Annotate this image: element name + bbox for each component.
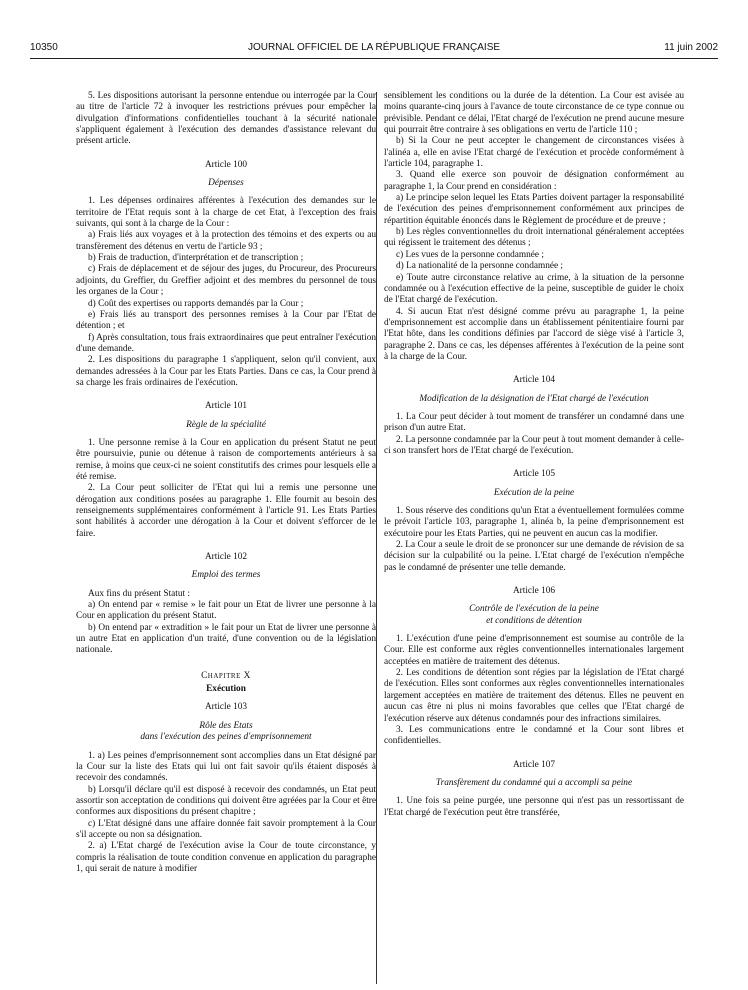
paragraph: Aux fins du présent Statut : [88,588,190,599]
paragraph: b) Les règles conventionnelles du droit international généralement acceptées qui régissent le traitement des détenus ; [384,227,684,249]
paragraph: c) L'Etat désigné dans une affaire donnée fait savoir promptement à la Cour s'il accepte ou non sa désignation. [76,818,376,840]
paragraph: 5. Les dispositions autorisant la personne entendue ou interrogée par la Cour au titre de l'article 72 à invoquer les restrictions prévues pour empêcher la divulgation d'informations confidentielles touchant à la sécurité nationale s'appliquent également à l'exécution des demandes d'assistance relevant du présent article. [76,91,376,147]
paragraph: f) Après consultation, tous frais extraordinaires que peut entraîner l'exécution d'une demande. [76,332,376,354]
paragraph: c) Frais de déplacement et de séjour des juges, du Procureur, des Procureurs adjoints, du Greffier, du Greffier adjoint et des membres du personnel de tous les organes de la Cour ; [76,264,376,298]
article-heading: Article 101 [204,401,248,412]
page-number: 10350 [30,42,58,53]
paragraph: a) On entend par « remise » le fait pour un Etat de livrer une personne à la Cour en application du présent Statut. [76,600,376,622]
paragraph: b) Lorsqu'il déclare qu'il est disposé à recevoir des condamnés, un Etat peut assortir son acceptation de conditions qui doivent être agréées par la Cour et être conformes aux dispositions du présent chapitre ; [76,784,376,818]
paragraph: a) Le principe selon lequel les Etats Parties doivent partager la responsabilité de l'exécution des peines d'emprisonnement conformément aux principes de répartition équitable énoncés dans le Règlement de procédure et de preuve ; [384,193,684,226]
paragraph: 2. La personne condamnée par la Cour peut à tout moment demander à celle-ci son transfert hors de l'Etat chargé de l'exécution. [384,434,684,456]
paragraph: e) Frais liés au transport des personnes remises à la Cour par l'Etat de détention ; et [76,309,376,332]
right-column [384,91,684,819]
article-title-line2: dans l'exécution des peines d'emprisonnement [140,732,312,743]
page-header [30,40,718,59]
paragraph: sensiblement les conditions ou la durée de la détention. La Cour est avisée au moins quarante-cinq jours à l'avance de toute circonstance de ce type connue ou prévisible. Pendant ce délai, l'Etat chargé de l'exécution ne prend aucune mesure qui pourrait être contraire à ses obligations en vertu de l'article 110 ; [384,91,684,136]
paragraph: d) Coût des expertises ou rapports demandés par la Cour ; [88,298,304,309]
paragraph: 1. Une fois sa peine purgée, une personne qui n'est pas un ressortissant de l'Etat chargé de l'exécution peut être transférée, [384,796,684,818]
paragraph: 3. Les communications entre le condamné et la Cour sont libres et confidentielles. [384,724,684,747]
paragraph: 1. Les dépenses ordinaires afférentes à l'exécution des demandes sur le territoire de l'Etat requis sont à la charge de cet Etat, à l'exception des frais suivants, qui sont à la charge de la Cour : [76,196,376,230]
article-title: Exécution de la peine [493,487,575,498]
article-title: Emploi des termes [191,570,261,581]
paragraph: 1. Sous réserve des conditions qu'un Etat a éventuellement formulées comme le prévoit l'article 103, paragraphe 1, alinéa b, la peine d'emprisonnement est exécutoire pour les Etats Parties, qui ne peuvent en aucun cas la modifier. [384,506,684,539]
paragraph: e) Toute autre circonstance relative au crime, à la situation de la personne condamnée ou à l'exécution effective de la peine, susceptible de guider le choix de l'Etat chargé de l'exécution. [384,272,684,306]
paragraph: 1. a) Les peines d'emprisonnement sont accomplies dans un Etat désigné par la Cour sur la liste des Etats qui lui ont fait savoir qu'ils étaient disposés à recevoir des condamnés. [76,750,376,784]
article-heading: Article 105 [512,469,556,480]
left-column [76,91,376,875]
chapter-title: Exécution [206,684,246,695]
article-heading: Article 103 [204,702,248,713]
paragraph: 2. La Cour peut solliciter de l'Etat qui lui a remis une personne une dérogation aux conditions posées au paragraphe 1. Elle fournit au besoin des renseignements supplémentaires conformément à l'article 91. Les Etats Parties sont habilités à accorder une dérogation à la Cour et doivent s'efforcer de le faire. [76,483,376,539]
article-heading: Article 100 [204,159,248,170]
article-heading: Article 107 [512,759,556,770]
chapter-heading: Chapitre X [201,670,251,681]
paragraph: a) Frais liés aux voyages et à la protection des témoins et des experts ou au transfèrement des détenus en vertu de l'article 93 ; [76,230,376,252]
issue-date: 11 juin 2002 [664,42,718,53]
paragraph: 1. Une personne remise à la Cour en application du présent Statut ne peut être poursuivie, punie ou détenue à raison de comportements antérieurs à sa remise, à moins que ceux-ci ne soient constitutifs des crimes pour lesquels elle a été remise. [76,437,376,482]
article-title: Dépenses [208,178,244,189]
paragraph: 4. Si aucun Etat n'est désigné comme prévu au paragraphe 1, la peine d'emprisonnement est accomplie dans un établissement pénitentiaire fourni par l'Etat hôte, dans les conditions définies par l'accord de siège visé à l'article 3, paragraphe 2. Dans ce cas, les dépenses afférentes à l'exécution de la peine sont à la charge de la Cour. [384,306,684,362]
paragraph: b) On entend par « extradition » le fait pour un Etat de livrer une personne à un autre Etat en application d'un traité, d'une convention ou de la législation nationale. [76,622,376,656]
paragraph: 2. Les dispositions du paragraphe 1 s'appliquent, selon qu'il convient, aux demandes adressées à la Cour par les Etats Parties. Dans ce cas, la Cour prend à sa charge les frais ordinaires de l'exécution. [76,355,376,388]
paragraph: 2. a) L'Etat chargé de l'exécution avise la Cour de toute circonstance, y compris la réalisation de toute condition convenue en application du paragraphe 1, qui serait de nature à modifier [76,841,376,874]
article-title: Transfèrement du condamné qui a accompli sa peine [435,777,633,788]
paragraph: d) La nationalité de la personne condamnée ; [396,261,564,272]
article-title: Rôle des Etats [199,720,253,731]
article-heading: Article 102 [204,552,248,563]
article-title: Règle de la spécialité [186,419,266,430]
article-title-line2: et conditions de détention [486,615,582,626]
paragraph: c) Les vues de la personne condamnée ; [396,249,544,260]
article-title: Contrôle de l'exécution de la peine [469,604,599,615]
article-title: Modification de la désignation de l'Etat chargé de l'exécution [419,393,649,404]
paragraph: 1. La Cour peut décider à tout moment de transférer un condamné dans une prison d'un autre Etat. [384,411,684,434]
journal-title: JOURNAL OFFICIEL DE LA RÉPUBLIQUE FRANÇAISE [247,42,501,53]
paragraph: b) Si la Cour ne peut accepter le changement de circonstances visées à l'alinéa a, elle en avise l'Etat chargé de l'exécution et procède conformément à l'article 104, paragraphe 1. [384,136,684,170]
paragraph: 1. L'exécution d'une peine d'emprisonnement est soumise au contrôle de la Cour. Elle est conforme aux règles conventionnelles internationales largement acceptées en matière de traitement des détenus. [384,634,684,667]
paragraph: 3. Quand elle exerce son pouvoir de désignation conformément au paragraphe 1, la Cour prend en considération : [384,170,684,192]
article-heading: Article 104 [512,375,556,386]
paragraph: 2. Les conditions de détention sont régies par la législation de l'Etat chargé de l'exécution. Elles sont conformes aux règles conventionnelles internationales largement acceptées en matière de traitement des détenus. Elles ne peuvent en aucun cas être ni plus ni moins favorables que celles que l'Etat chargé de l'exécution réserve aux détenus condamnés pour des infractions similaires. [384,668,684,724]
paragraph: 2. La Cour a seule le droit de se prononcer sur une demande de révision de sa décision sur la culpabilité ou la peine. L'Etat chargé de l'exécution n'empêche pas le condamné de présenter une telle demande. [384,540,684,573]
paragraph: b) Frais de traduction, d'interprétation et de transcription ; [88,253,304,264]
article-heading: Article 106 [512,586,556,597]
column-divider [376,92,377,984]
